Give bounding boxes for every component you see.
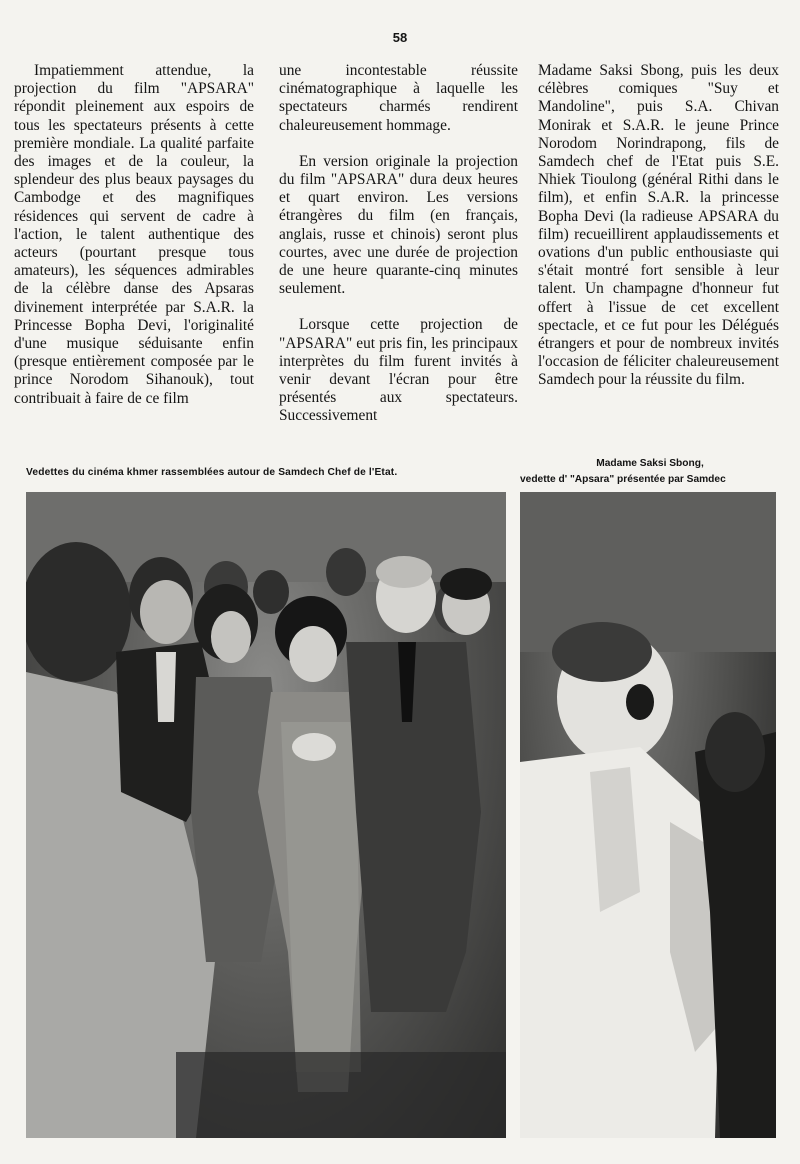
text-column-2 — [279, 62, 518, 444]
paragraph: Lorsque cette projection de "APSARA" eut pris fin, les principaux interprètes du film furent invités à venir devant l'écran pour être présentés aux spectateurs. Successivement — [279, 316, 518, 425]
photo-caption-right-line1: Madame Saksi Sbong, — [596, 458, 704, 469]
text-column-1 — [14, 62, 254, 426]
page-number: 58 — [392, 30, 408, 45]
group-photo-illustration — [26, 492, 506, 1138]
text-column-3 — [538, 62, 779, 408]
paragraph: Madame Saksi Sbong, puis les deux célèbres comiques "Suy et Mandoline", puis S.A. Chivan Monirak et S.A.R. le jeune Prince Norodom Norindrapong, fils de Samdech chef de l'Etat puis S.E. Nhiek Tioulong (général Rithi dans le film), et enfin S.A.R. la princesse Bopha Devi (la radieuse APSARA du film) recueillirent applaudissements et ovations d'un public enthousiaste qui s'était montré fort sensible à leur talent. Un champagne d'honneur fut offert à l'issue de cet excellent spectacle, et ce fut pour les Délégués étrangers et pour de nombreux invités l'occasion de féliciter chaleureusement Samdech pour la réussite du film. — [538, 62, 779, 389]
photo-caption-left: Vedettes du cinéma khmer rassemblées autour de Samdech Chef de l'Etat. — [26, 467, 398, 478]
portrait-photo — [520, 492, 776, 1138]
paragraph: une incontestable réussite cinématographique à laquelle les spectateurs charmés rendirent chaleureusement hommage. — [279, 62, 518, 134]
paragraph: Impatiemment attendue, la projection du film "APSARA" répondit pleinement aux espoirs de tous les spectateurs présents à cette première mondiale. La qualité parfaite des images et de la couleur, la splendeur des plus beaux paysages du Cambodge et des magnifiques résidences qui servent de cadre à l'action, le talent authentique des acteurs (pourtant presque tous amateurs), les séquences admirables de la célèbre danse des Apsaras divinement interprétée par S.A.R. la Princesse Bopha Devi, l'originalité d'une musique séduisante enfin (presque entièrement composée par le prince Norodom Sihanouk), tout contribuait à faire de ce film — [14, 62, 254, 407]
paragraph: En version originale la projection du film "APSARA" dura deux heures et quart environ. Les versions étrangères du film (en français, anglais, russe et chinois) seront plus courtes, avec une durée de projection de une heure quarante-cinq minutes seulement. — [279, 152, 518, 298]
photo-caption-right-line2: vedette d' "Apsara" présentée par Samdec — [520, 474, 726, 485]
group-photo — [26, 492, 506, 1138]
portrait-photo-illustration — [520, 492, 776, 1138]
